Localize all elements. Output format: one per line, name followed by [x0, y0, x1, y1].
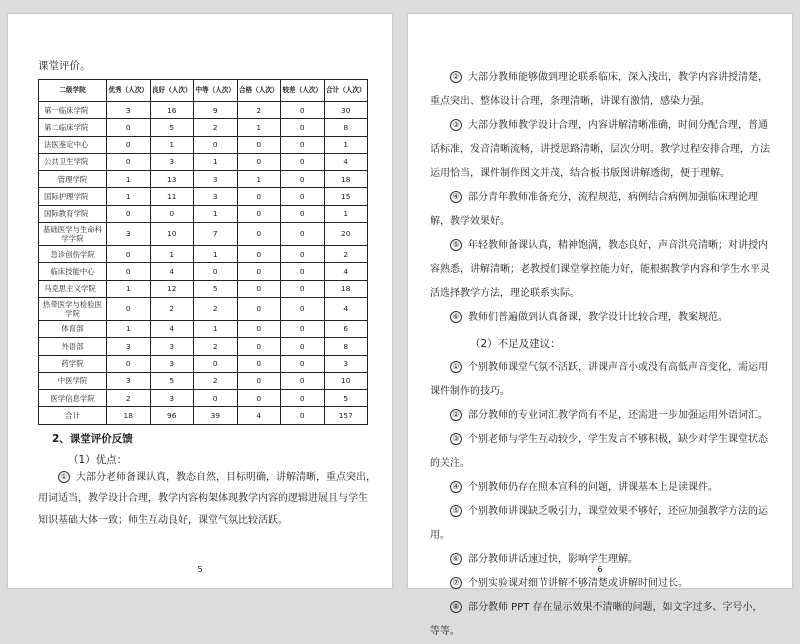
table-body	[39, 102, 368, 425]
table-cell: 13	[150, 171, 194, 188]
subsection-title: （1）优点：	[68, 453, 128, 466]
table-cell: 0	[237, 320, 281, 337]
strength-item	[430, 114, 770, 186]
table-cell: 8	[324, 338, 368, 355]
table-cell: 4	[237, 407, 281, 424]
table-cell: 0	[281, 355, 325, 372]
table-cell: 5	[150, 119, 194, 136]
weakness-item	[430, 476, 770, 500]
item-number: ③	[450, 119, 462, 131]
table-row-label: 基础医学与生命科学学院	[39, 223, 107, 246]
table-header-row	[39, 80, 368, 102]
table-row-label: 第二临床学院	[39, 119, 107, 136]
table-cell: 0	[237, 355, 281, 372]
table-cell: 0	[107, 119, 151, 136]
table-cell: 11	[150, 188, 194, 205]
table-cell: 2	[237, 102, 281, 119]
strength-item	[430, 306, 770, 330]
table-cell: 0	[237, 372, 281, 389]
table-cell: 1	[237, 119, 281, 136]
table-cell: 0	[281, 390, 325, 407]
table-cell: 5	[194, 280, 238, 297]
table-cell: 96	[150, 407, 194, 424]
table-cell: 0	[237, 263, 281, 280]
document-page-left	[8, 14, 392, 588]
item-text: 大部分教师能够做到理论联系临床，深入浅出，教学内容讲授清楚，重点突出、整体设计合理，条理清晰，讲课有激情，感染力强。	[430, 72, 768, 107]
table-cell: 1	[150, 136, 194, 153]
table-cell: 4	[150, 320, 194, 337]
weakness-item	[430, 572, 770, 596]
table-cell: 0	[281, 407, 325, 424]
table-cell: 3	[107, 372, 151, 389]
table-cell: 4	[324, 297, 368, 320]
table-cell: 2	[324, 246, 368, 263]
table-cell: 0	[281, 372, 325, 389]
item-text: 部分教师讲话速过快，影响学生理解。	[468, 554, 638, 565]
table-row-label: 法医鉴定中心	[39, 136, 107, 153]
table-cell: 2	[150, 297, 194, 320]
item-number: ⑤	[450, 505, 462, 517]
item-number: ⑥	[450, 553, 462, 565]
table-cell: 1	[324, 136, 368, 153]
table-cell: 0	[237, 297, 281, 320]
item-text: 个别教师课堂气氛不活跃，讲课声音小或没有高低声音变化，需运用课件制作的技巧。	[430, 362, 768, 397]
table-cell: 2	[194, 297, 238, 320]
table-cell: 0	[194, 136, 238, 153]
table-cell: 0	[150, 205, 194, 222]
table-cell: 3	[194, 171, 238, 188]
table-cell: 0	[237, 280, 281, 297]
table-header-cell: 二级学院	[39, 80, 107, 102]
table-cell: 157	[324, 407, 368, 424]
item-text: 个别教师仍存在照本宣科的问题，讲课基本上是读课件。	[468, 482, 718, 493]
table-cell: 1	[324, 205, 368, 222]
table-cell: 3	[107, 102, 151, 119]
table-cell: 0	[281, 188, 325, 205]
table-cell: 0	[281, 246, 325, 263]
table-row-label: 国际护理学院	[39, 188, 107, 205]
item-number: ③	[450, 433, 462, 445]
strength-item	[430, 234, 770, 306]
table-cell: 0	[237, 390, 281, 407]
table-cell: 9	[194, 102, 238, 119]
table-header-cell: 中等（人次）	[194, 80, 238, 102]
table-cell: 1	[194, 205, 238, 222]
item-number: ⑤	[450, 239, 462, 251]
table-cell: 0	[237, 205, 281, 222]
table-row	[39, 205, 368, 222]
table-cell: 0	[281, 223, 325, 246]
item-text: 部分教师 PPT 存在显示效果不清晰的问题，如文字过多、字号小，等等。	[430, 602, 763, 637]
table-row-label: 中医学院	[39, 372, 107, 389]
table-cell: 0	[237, 338, 281, 355]
page-right-content	[430, 66, 770, 644]
table-cell: 3	[324, 355, 368, 372]
section-title: 2、课堂评价反馈	[52, 432, 133, 445]
table-cell: 0	[281, 280, 325, 297]
table-cell: 0	[281, 153, 325, 170]
table-cell: 0	[107, 205, 151, 222]
table-row	[39, 297, 368, 320]
evaluation-table	[38, 79, 368, 425]
weakness-item	[430, 356, 770, 404]
table-cell: 3	[150, 153, 194, 170]
table-cell: 3	[150, 338, 194, 355]
table-cell: 1	[194, 320, 238, 337]
table-cell: 1	[107, 188, 151, 205]
table-cell: 1	[194, 153, 238, 170]
table-row-label: 外语部	[39, 338, 107, 355]
item-number: ⑥	[450, 311, 462, 323]
item-text: 个别老师与学生互动较少，学生发言不够积极，缺少对学生课堂状态的关注。	[430, 434, 768, 469]
table-row-label: 第一临床学院	[39, 102, 107, 119]
table-row	[39, 171, 368, 188]
table-cell: 0	[281, 119, 325, 136]
weakness-title: （2）不足及建议：	[470, 338, 561, 350]
item-text: 部分教师的专业词汇教学尚有不足，还需进一步加强运用外语词汇。	[468, 410, 768, 421]
item-number: ⑦	[450, 577, 462, 589]
table-cell: 4	[150, 263, 194, 280]
table-cell: 1	[107, 171, 151, 188]
strength-item	[430, 186, 770, 234]
table-cell: 0	[194, 355, 238, 372]
table-row	[39, 407, 368, 424]
table-cell: 3	[107, 223, 151, 246]
item-number: ②	[450, 71, 462, 83]
table-row	[39, 223, 368, 246]
paragraph	[38, 467, 376, 532]
item-number: ④	[450, 481, 462, 493]
table-header-cell: 合格（人次）	[237, 80, 281, 102]
table-cell: 20	[324, 223, 368, 246]
table-row	[39, 188, 368, 205]
table-cell: 0	[107, 246, 151, 263]
table-row-label: 马克思主义学院	[39, 280, 107, 297]
table-cell: 10	[324, 372, 368, 389]
table-cell: 0	[281, 205, 325, 222]
table-cell: 0	[237, 153, 281, 170]
table-cell: 3	[150, 355, 194, 372]
item-number: ②	[450, 409, 462, 421]
table-cell: 0	[237, 136, 281, 153]
table-cell: 0	[237, 246, 281, 263]
table-cell: 8	[324, 119, 368, 136]
table-row	[39, 119, 368, 136]
item-number: ④	[450, 191, 462, 203]
weakness-list	[430, 356, 770, 644]
item-text: 个别教师讲课缺乏吸引力，课堂效果不够好，还应加强教学方法的运用。	[430, 506, 768, 541]
table-cell: 0	[194, 263, 238, 280]
table-row	[39, 390, 368, 407]
table-cell: 0	[281, 297, 325, 320]
item-text: 个别实验课对细节讲解不够清楚或讲解时间过长。	[468, 578, 688, 589]
table-cell: 0	[194, 390, 238, 407]
table-cell: 0	[107, 355, 151, 372]
table-cell: 0	[107, 153, 151, 170]
table-cell: 18	[324, 280, 368, 297]
table-cell: 2	[194, 119, 238, 136]
table-cell: 16	[150, 102, 194, 119]
table-row	[39, 320, 368, 337]
document-page-right	[408, 14, 792, 637]
weakness-item	[430, 404, 770, 428]
page-left-content	[38, 58, 376, 531]
item-number: ①	[58, 471, 70, 483]
table-cell: 5	[324, 390, 368, 407]
weakness-item	[430, 428, 770, 476]
table-row-label: 医学信息学院	[39, 390, 107, 407]
table-row-label: 公共卫生学院	[39, 153, 107, 170]
table-cell: 1	[107, 320, 151, 337]
table-cell: 2	[194, 338, 238, 355]
table-cell: 7	[194, 223, 238, 246]
table-cell: 10	[150, 223, 194, 246]
table-cell: 18	[324, 171, 368, 188]
table-row-label: 体育部	[39, 320, 107, 337]
item-text: 年轻教师备课认真，精神饱满，教态良好，声音洪亮清晰；对讲授内容熟悉，讲解清晰；老教授们课堂掌控能力好，能根据教学内容和学生水平灵活选择教学方法，理论联系实际。	[430, 240, 770, 299]
table-cell: 4	[324, 153, 368, 170]
table-row	[39, 355, 368, 372]
item-number: ①	[450, 361, 462, 373]
item-text: 部分青年教师准备充分，流程规范，病例结合病例加强临床理论理解，教学效果好。	[430, 192, 758, 227]
table-cell: 12	[150, 280, 194, 297]
table-cell: 4	[324, 263, 368, 280]
table-cell: 0	[281, 102, 325, 119]
table-cell: 2	[194, 372, 238, 389]
table-row-label: 合计	[39, 407, 107, 424]
table-row-label: 临床技能中心	[39, 263, 107, 280]
table-row	[39, 338, 368, 355]
strength-item	[430, 66, 770, 114]
table-cell: 3	[194, 188, 238, 205]
table-row-label: 国际教育学院	[39, 205, 107, 222]
weakness-item	[430, 500, 770, 548]
table-row-label: 管理学院	[39, 171, 107, 188]
table-cell: 18	[107, 407, 151, 424]
table-row-label: 药学院	[39, 355, 107, 372]
table-header-cell: 良好（人次）	[150, 80, 194, 102]
table-row	[39, 153, 368, 170]
table-cell: 0	[281, 136, 325, 153]
table-cell: 0	[281, 320, 325, 337]
table-cell: 39	[194, 407, 238, 424]
table-header-cell: 优秀（人次）	[107, 80, 151, 102]
table-cell: 0	[107, 297, 151, 320]
page-number: 6	[597, 565, 603, 574]
table-cell: 30	[324, 102, 368, 119]
table-row	[39, 280, 368, 297]
table-row	[39, 263, 368, 280]
table-cell: 0	[237, 188, 281, 205]
table-header-cell: 合计（人次）	[324, 80, 368, 102]
table-header-cell: 较差（人次）	[281, 80, 325, 102]
item-number: ⑧	[450, 601, 462, 613]
lead-text: 课堂评价。	[38, 60, 91, 72]
item-text: 大部分教师教学设计合理，内容讲解清晰准确，时间分配合理，普通话标准，发音清晰流畅，讲授思路清晰，层次分明。教学过程安排合理，方法运用恰当，课件制作图文并茂，结合板书版图讲解透彻，便于理解。	[430, 120, 770, 179]
table-cell: 0	[281, 338, 325, 355]
table-row	[39, 246, 368, 263]
table-cell: 0	[237, 223, 281, 246]
table-cell: 2	[107, 390, 151, 407]
table-cell: 5	[150, 372, 194, 389]
table-cell: 0	[107, 136, 151, 153]
table-cell: 1	[237, 171, 281, 188]
table-cell: 1	[107, 280, 151, 297]
table-row	[39, 102, 368, 119]
table-row-label: 热带医学与检验医学院	[39, 297, 107, 320]
table-cell: 6	[324, 320, 368, 337]
page-number: 5	[197, 565, 203, 574]
table-cell: 1	[150, 246, 194, 263]
paragraph-text: 大部分老师备课认真，教态自然，目标明确，讲解清晰，重点突出，用词适当，教学设计合理，教学内容构架体现教学内容的逻辑进展且与学生知识基础大体一致；师生互动良好，课堂气氛比较活跃。	[38, 471, 376, 526]
table-row	[39, 136, 368, 153]
weakness-item	[430, 596, 770, 644]
table-cell: 3	[150, 390, 194, 407]
table-row-label: 急诊创伤学院	[39, 246, 107, 263]
table-row	[39, 372, 368, 389]
item-text: 教师们普遍做到认真备课，教学设计比较合理，教案规范。	[468, 312, 728, 323]
table-cell: 0	[107, 263, 151, 280]
table-cell: 15	[324, 188, 368, 205]
strengths-list	[430, 66, 770, 330]
table-cell: 3	[107, 338, 151, 355]
table-cell: 1	[194, 246, 238, 263]
table-cell: 0	[281, 171, 325, 188]
table-cell: 0	[281, 263, 325, 280]
